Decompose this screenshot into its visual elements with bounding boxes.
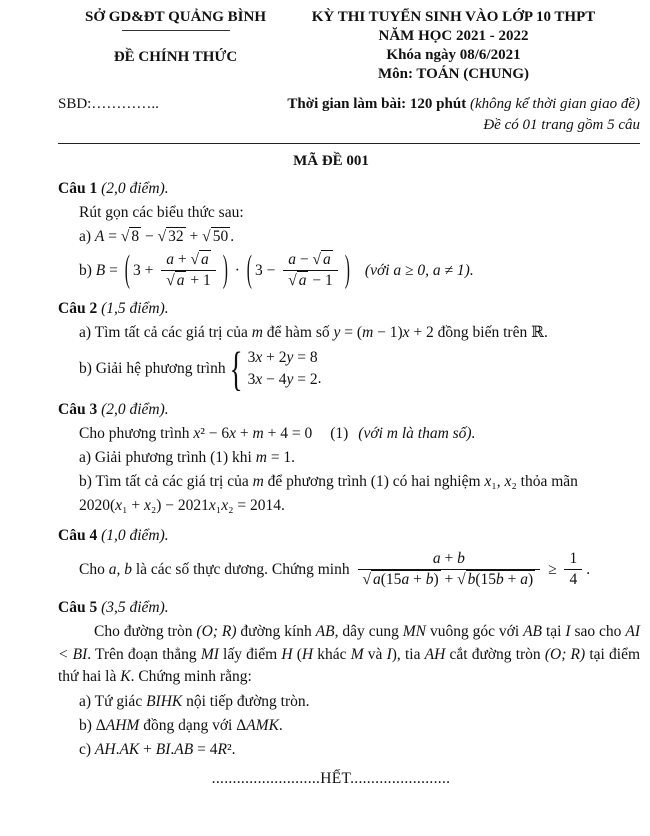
question-1-intro: Rút gọn các biểu thức sau: — [79, 204, 244, 221]
fraction-denominator — [283, 271, 338, 290]
text-fragment: B — [95, 261, 106, 279]
text-fragment: y — [286, 371, 294, 388]
text-fragment: x — [504, 473, 512, 490]
text-fragment: − 4 — [262, 371, 287, 388]
text-fragment: y — [286, 349, 294, 366]
text-fragment: (với m là tham số). — [358, 425, 476, 442]
fraction-denominator — [564, 570, 582, 589]
question-1-heading — [58, 177, 640, 200]
text-fragment: BI — [155, 740, 171, 758]
question-5-points: (3,5 điểm). — [97, 599, 169, 616]
text-fragment: y — [333, 324, 341, 341]
text-fragment: = 2 — [293, 371, 318, 388]
text-fragment: AH — [424, 645, 446, 663]
text-fragment: , dây cung — [334, 623, 403, 640]
fraction-denominator — [161, 271, 216, 290]
question-2-heading — [58, 297, 640, 320]
text-fragment: x — [255, 371, 263, 388]
text-fragment: đường kính — [236, 623, 316, 640]
issuer-name: SỞ GD&ĐT QUẢNG BÌNH — [85, 9, 266, 25]
question-5 — [58, 596, 640, 761]
text-fragment: khác — [313, 645, 351, 663]
header-exam-info — [293, 8, 614, 84]
time-limit: Thời gian làm bài: 120 phút — [287, 96, 467, 112]
text-fragment: + 1 — [186, 272, 211, 289]
text-fragment: · — [230, 261, 244, 279]
radicand — [199, 250, 211, 268]
text-fragment: x — [402, 324, 410, 341]
text-fragment: x — [115, 497, 123, 514]
radicand — [129, 227, 141, 245]
big-paren: ( — [124, 248, 130, 291]
text-fragment: + — [185, 228, 203, 245]
text-fragment: + — [236, 425, 253, 442]
text-fragment: x — [484, 473, 492, 490]
text-fragment: = 1. — [266, 449, 296, 466]
radicand — [166, 227, 186, 245]
text-fragment: R — [217, 740, 227, 758]
text-fragment: b — [467, 571, 476, 588]
text-fragment: − 1 — [308, 272, 333, 289]
exam-code: MÃ ĐỀ 001 — [293, 153, 369, 169]
big-paren: ( — [246, 248, 252, 291]
text-fragment: 3 — [247, 371, 256, 388]
text-fragment: + 4 = 0 — [263, 425, 313, 442]
text-fragment: ² − 6 — [200, 425, 230, 442]
text-fragment: a — [520, 571, 529, 588]
text-fragment: 8 — [131, 228, 140, 245]
text-fragment: ₁, — [491, 473, 505, 490]
radical-sign: √ — [202, 228, 211, 245]
radicand — [321, 250, 333, 268]
fraction-numerator — [283, 251, 338, 271]
text-fragment: + 2 — [262, 349, 287, 366]
text-fragment: + — [503, 571, 521, 588]
question-5-part-a — [79, 690, 640, 713]
radical-sign: √ — [457, 571, 466, 588]
text-fragment: b) Giải hệ phương trình — [79, 360, 226, 377]
text-fragment: x — [193, 425, 201, 442]
text-fragment: H — [281, 645, 293, 663]
text-fragment: ( — [292, 645, 302, 663]
text-fragment: tại điểm thứ hai là — [58, 645, 641, 685]
text-fragment: I — [565, 623, 571, 640]
text-fragment: 3 + — [132, 261, 158, 279]
header-divider — [58, 143, 640, 144]
text-fragment: ≥ — [544, 560, 561, 578]
question-4-points: (1,0 điểm). — [97, 527, 169, 544]
text-fragment: tại — [542, 623, 566, 640]
radicand — [211, 227, 231, 245]
text-fragment: (15 — [475, 571, 497, 588]
text-fragment: a) Giải phương trình (1) khi — [79, 449, 256, 466]
text-fragment: và — [363, 645, 387, 663]
text-fragment: . Trên đoạn thẳng — [87, 645, 201, 663]
question-3-part-a — [79, 446, 640, 469]
text-fragment: x — [221, 497, 229, 514]
header — [58, 8, 640, 84]
text-fragment: là các số thực dương. Chứng minh — [131, 560, 354, 578]
text-fragment: − 1) — [373, 324, 403, 341]
fraction — [283, 251, 338, 290]
radical-sign: √ — [312, 251, 321, 268]
text-fragment: a — [200, 251, 209, 268]
sqrt-expression — [121, 227, 141, 245]
text-fragment: = ( — [340, 324, 363, 341]
text-fragment: để phương trình (1) có hai nghiệm — [263, 473, 485, 490]
text-fragment: 1 — [569, 550, 578, 567]
text-fragment: b — [496, 571, 504, 588]
radical-sign: √ — [166, 272, 175, 289]
fraction — [358, 550, 541, 589]
text-fragment: đồng dạng với Δ — [139, 716, 247, 734]
text-fragment: AB — [174, 740, 194, 758]
text-fragment: ₂ = 2014. — [228, 497, 285, 514]
radical-sign: √ — [157, 228, 167, 245]
text-fragment: (O; R) — [544, 645, 586, 663]
text-fragment: a, b — [108, 560, 132, 578]
text-fragment: Cho phương trình — [79, 425, 194, 442]
text-fragment: 3 — [247, 349, 256, 366]
question-3-intro — [79, 422, 640, 445]
text-fragment: ), tia — [391, 645, 425, 663]
text-fragment: m — [252, 473, 264, 490]
question-3-points: (2,0 điểm). — [97, 401, 169, 418]
text-fragment: m — [255, 449, 267, 466]
text-fragment: . — [230, 228, 235, 245]
radicand — [466, 570, 536, 588]
sqrt-expression — [363, 570, 441, 588]
sqrt-expression — [312, 250, 332, 268]
time-info — [287, 94, 640, 136]
text-fragment: b) — [79, 261, 96, 279]
text-fragment: a — [176, 272, 185, 289]
text-fragment: a — [373, 571, 381, 588]
question-1-part-b — [79, 248, 640, 291]
text-fragment: cắt đường tròn — [445, 645, 545, 663]
fraction — [161, 251, 216, 290]
question-2-points: (1,5 điểm). — [97, 300, 169, 317]
text-fragment: 50 — [212, 228, 229, 245]
sqrt-expression — [166, 271, 186, 289]
equation-system — [229, 341, 318, 395]
system-equation — [248, 347, 318, 369]
question-3-heading — [58, 398, 640, 421]
text-fragment: a — [401, 571, 410, 588]
text-fragment: ₂ thỏa mãn — [511, 473, 578, 490]
text-fragment: AB — [315, 623, 335, 640]
text-fragment: x — [229, 425, 237, 442]
time-limit-note: (không kể thời gian giao đề) — [466, 96, 640, 112]
text-fragment: K — [120, 668, 131, 685]
text-fragment: b — [457, 550, 465, 567]
sqrt-expression — [202, 227, 230, 245]
exam-year: NĂM HỌC 2021 - 2022 — [378, 28, 529, 44]
text-fragment: + — [440, 571, 458, 588]
fraction-numerator — [358, 550, 541, 570]
question-5-part-c — [79, 738, 640, 761]
text-fragment: Cho đường tròn — [94, 623, 197, 640]
text-fragment: + — [440, 550, 458, 567]
text-fragment: I — [386, 645, 392, 663]
question-1-number: Câu 1 — [58, 180, 98, 197]
question-3 — [58, 398, 640, 517]
question-5-heading — [58, 596, 640, 619]
end-marker: ..........................HẾT........................ — [211, 769, 451, 787]
system-rows — [248, 347, 318, 391]
text-fragment: 3 − — [254, 261, 280, 279]
sqrt-expression — [457, 570, 535, 588]
text-fragment: a — [432, 550, 441, 567]
question-2-number: Câu 2 — [58, 300, 98, 317]
text-fragment: (với a ≥ 0, a ≠ 1). — [364, 261, 474, 279]
text-fragment: BIHK — [146, 692, 183, 710]
text-fragment: . — [317, 370, 322, 387]
question-5-statement — [58, 621, 640, 689]
text-fragment: AI < BI — [58, 623, 640, 663]
text-fragment: a) Tứ giác — [79, 692, 147, 710]
text-fragment: b) Δ — [79, 716, 106, 734]
page-count-note: Đề có 01 trang gồm 5 câu — [483, 117, 640, 133]
text-fragment: MI — [200, 645, 219, 663]
text-fragment: (15 — [380, 571, 402, 588]
text-fragment: − — [141, 228, 158, 245]
radicand — [297, 271, 309, 289]
official-exam-label: ĐỀ CHÍNH THỨC — [113, 49, 238, 65]
text-fragment: để hàm số — [262, 324, 334, 341]
text-fragment: . Chứng minh rằng: — [130, 668, 252, 685]
text-fragment: b — [425, 571, 434, 588]
text-fragment: H — [301, 645, 314, 663]
text-fragment: = — [104, 228, 121, 245]
text-fragment: AMK — [246, 716, 279, 734]
fraction-numerator — [161, 251, 216, 271]
text-fragment: vuông góc với — [426, 623, 524, 640]
text-fragment: a) — [79, 228, 95, 245]
text-fragment: a — [322, 251, 331, 268]
system-equation — [248, 369, 318, 391]
question-5-part-b — [79, 714, 640, 737]
text-fragment: b) Tìm tất cả các giá trị của — [79, 473, 253, 490]
text-fragment: x — [208, 497, 216, 514]
text-fragment: (1) — [330, 425, 349, 442]
candidate-number-field: SBD:………….. — [58, 96, 159, 112]
question-3-number: Câu 3 — [58, 401, 98, 418]
text-fragment: = — [105, 261, 122, 279]
exam-subject: Môn: TOÁN (CHUNG) — [377, 66, 530, 82]
radical-sign: √ — [120, 228, 130, 245]
text-fragment: − — [295, 251, 313, 268]
sqrt-expression — [288, 271, 308, 289]
question-2 — [58, 297, 640, 395]
text-fragment: AHM — [105, 716, 140, 734]
question-4-statement — [79, 550, 640, 589]
text-fragment: AH — [94, 740, 116, 758]
text-fragment: Cho — [79, 560, 109, 578]
text-fragment: + — [173, 251, 191, 268]
text-fragment: m — [362, 324, 374, 341]
sqrt-expression — [158, 227, 186, 245]
sqrt-expression — [190, 250, 210, 268]
text-fragment: 2020( — [79, 497, 116, 514]
text-fragment: a — [288, 251, 296, 268]
radical-sign: √ — [288, 272, 297, 289]
question-4-heading — [58, 524, 640, 547]
text-fragment: 4 — [569, 571, 578, 588]
text-fragment: AB — [523, 623, 543, 640]
question-2-part-b — [79, 341, 640, 395]
question-2-part-a — [79, 321, 640, 344]
text-fragment: . — [278, 716, 283, 734]
text-fragment: a) Tìm tất cả các giá trị của — [79, 324, 252, 341]
question-4 — [58, 524, 640, 589]
question-3-part-b-equation — [79, 494, 640, 517]
text-fragment: x — [255, 349, 263, 366]
text-fragment: . — [170, 740, 175, 758]
text-fragment: a — [298, 272, 307, 289]
fraction-numerator — [564, 550, 582, 570]
big-paren: ) — [344, 248, 350, 291]
question-5-number: Câu 5 — [58, 599, 98, 616]
text-fragment: . — [115, 740, 120, 758]
question-3-part-b — [79, 470, 640, 493]
text-fragment: M — [350, 645, 364, 663]
text-fragment: c) — [79, 740, 95, 758]
text-fragment: + 2 đồng biến trên ℝ. — [409, 324, 548, 341]
radical-sign: √ — [190, 251, 199, 268]
text-fragment: m — [251, 324, 263, 341]
text-fragment: + — [139, 740, 156, 758]
text-fragment: lấy điểm — [218, 645, 282, 663]
text-fragment: ₂) − 2021 — [150, 497, 209, 514]
question-1-points: (2,0 điểm). — [97, 180, 169, 197]
system-brace: { — [229, 341, 243, 395]
radical-sign: √ — [362, 571, 372, 588]
time-limit-line — [287, 94, 640, 115]
text-fragment: m — [252, 425, 264, 442]
text-fragment: 32 — [168, 228, 184, 245]
radicand — [371, 570, 441, 588]
text-fragment: a — [166, 251, 174, 268]
text-fragment: = 4 — [193, 740, 218, 758]
text-fragment: MN — [402, 623, 427, 640]
text-fragment: A — [94, 228, 105, 245]
text-fragment: (O; R) — [196, 623, 237, 640]
text-fragment: . — [586, 560, 591, 578]
question-1-part-a — [79, 225, 640, 248]
text-fragment: ) — [528, 571, 534, 588]
fraction — [564, 550, 582, 589]
text-fragment: ². — [226, 740, 236, 758]
text-fragment: x — [143, 497, 151, 514]
text-fragment: nội tiếp đường tròn. — [182, 692, 310, 710]
exam-session-date: Khóa ngày 08/6/2021 — [386, 47, 521, 63]
text-fragment: ) — [433, 571, 439, 588]
radicand — [175, 271, 187, 289]
exam-title: KỲ THI TUYỂN SINH VÀO LỚP 10 THPT — [311, 9, 596, 25]
header-row-2 — [58, 94, 640, 136]
header-issuer — [58, 8, 293, 84]
question-4-number: Câu 4 — [58, 527, 98, 544]
fraction-denominator — [358, 570, 541, 589]
text-fragment: ₁ + — [122, 497, 144, 514]
text-fragment: AK — [119, 740, 140, 758]
text-fragment: sao cho — [570, 623, 626, 640]
text-fragment: = 8 — [293, 349, 318, 366]
question-1 — [58, 177, 640, 290]
text-fragment: + — [409, 571, 426, 588]
text-fragment: ₁ — [215, 497, 222, 514]
big-paren: ) — [222, 248, 228, 291]
issuer-underline — [122, 30, 230, 31]
